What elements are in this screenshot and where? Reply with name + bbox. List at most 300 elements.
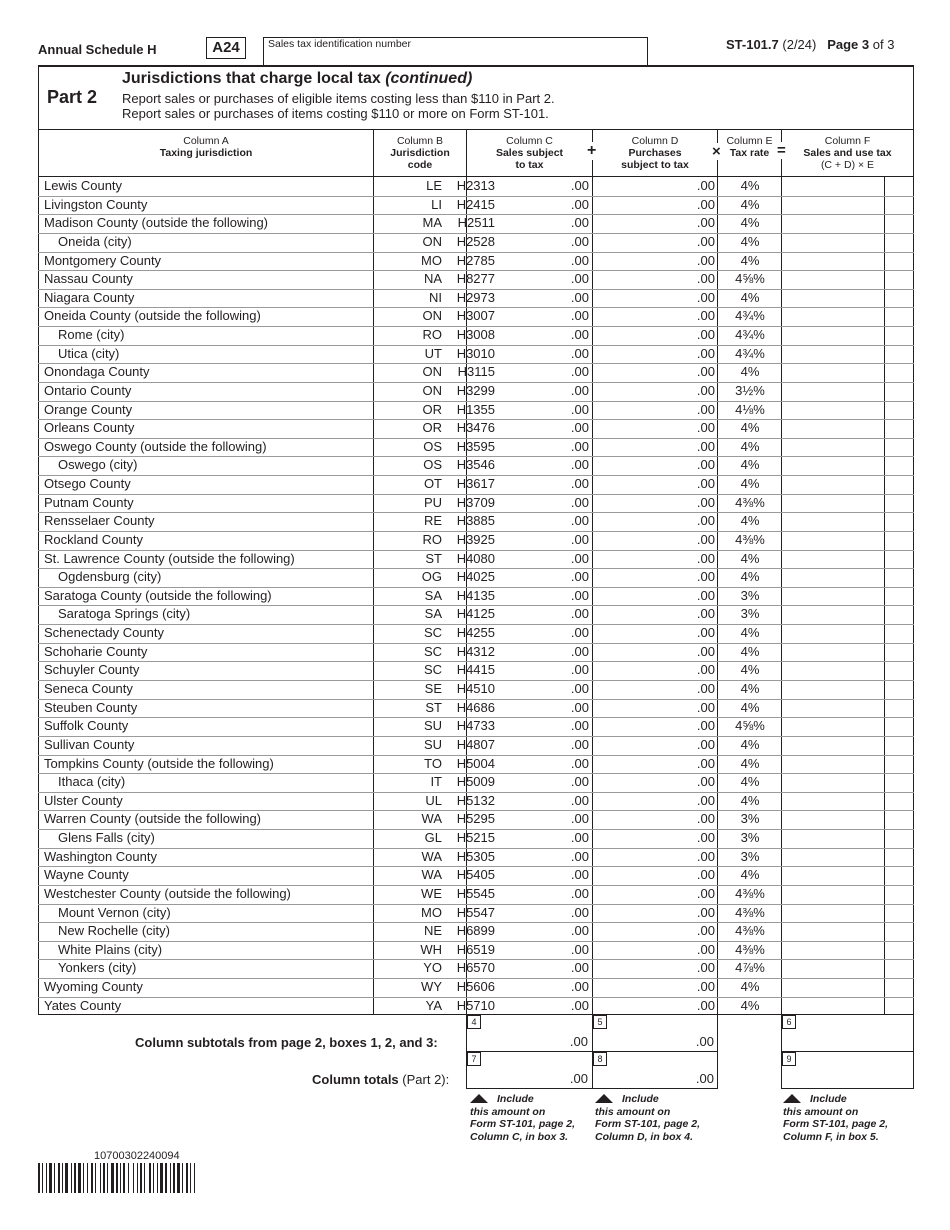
tax-rate: 4%	[740, 997, 760, 1013]
box-8-number: 8	[593, 1052, 607, 1066]
box-4-value[interactable]: .00	[569, 1034, 588, 1049]
table-row	[38, 885, 914, 904]
purchases-subject-input[interactable]: .00	[696, 476, 715, 492]
sales-subject-input[interactable]: .00	[570, 382, 589, 398]
plus-operator: +	[587, 142, 597, 159]
tax-rate: 4⅜%	[735, 923, 765, 939]
sales-subject-input[interactable]: .00	[570, 233, 589, 249]
jurisdiction-name: Ithaca (city)	[58, 774, 126, 790]
sales-subject-input[interactable]: .00	[570, 587, 589, 603]
tax-rate: 4%	[740, 513, 760, 529]
jurisdiction-abbr: TO	[424, 755, 442, 771]
jurisdiction-abbr: ST	[425, 699, 442, 715]
sales-subject-input[interactable]: .00	[570, 941, 589, 957]
purchases-subject-input[interactable]: .00	[696, 979, 715, 995]
box-9-value[interactable]	[782, 1052, 913, 1088]
jurisdiction-code: H3476	[456, 420, 495, 436]
purchases-subject-input[interactable]: .00	[696, 830, 715, 846]
equals-operator: =	[777, 142, 786, 159]
purchases-subject-input[interactable]: .00	[696, 569, 715, 585]
tax-rate: 4⅜%	[735, 494, 765, 510]
table-row	[38, 810, 914, 829]
box-8-value[interactable]: .00	[695, 1071, 714, 1086]
jurisdiction-name: Onondaga County	[44, 364, 150, 380]
jurisdiction-name: Putnam County	[44, 494, 134, 510]
col-b-label: Column B	[396, 135, 444, 147]
table-row	[38, 475, 914, 494]
tax-rate: 4⅜%	[735, 941, 765, 957]
sales-subject-input[interactable]: .00	[570, 606, 589, 622]
col-b-header	[374, 135, 466, 171]
table-row	[38, 736, 914, 755]
table-row	[38, 177, 914, 196]
jurisdiction-code: H5547	[456, 904, 495, 920]
sales-subject-input[interactable]: .00	[570, 997, 589, 1013]
tax-rate: 3%	[740, 811, 760, 827]
jurisdiction-name: Oneida (city)	[58, 233, 132, 249]
col-c-title-1: Sales subject	[495, 147, 564, 159]
purchases-subject-input[interactable]: .00	[696, 345, 715, 361]
jurisdiction-code: H5132	[456, 792, 495, 808]
jurisdiction-abbr: ST	[425, 550, 442, 566]
tax-rate: 4%	[740, 699, 760, 715]
table-row	[38, 848, 914, 867]
sales-subject-input[interactable]: .00	[570, 476, 589, 492]
jurisdiction-code: H6570	[456, 960, 495, 976]
purchases-subject-input[interactable]: .00	[696, 867, 715, 883]
tax-rate: 4%	[740, 233, 760, 249]
purchases-subject-input[interactable]: .00	[696, 215, 715, 231]
purchases-subject-input[interactable]: .00	[696, 718, 715, 734]
jurisdiction-abbr: YA	[425, 997, 442, 1013]
purchases-subject-input[interactable]: .00	[696, 606, 715, 622]
tax-rate: 4%	[740, 196, 760, 212]
table-row	[38, 978, 914, 997]
jurisdiction-abbr: WA	[421, 848, 442, 864]
table-row	[38, 531, 914, 550]
note-c-line-2: this amount on	[470, 1105, 546, 1118]
col-c-title-2: to tax	[515, 159, 544, 171]
col-c-header	[467, 135, 592, 171]
jurisdiction-code: H4080	[456, 550, 495, 566]
tax-rate: 4%	[740, 252, 760, 268]
purchases-subject-input[interactable]: .00	[696, 513, 715, 529]
tax-rate: 4%	[740, 178, 760, 193]
sales-subject-input[interactable]: .00	[570, 308, 589, 324]
jurisdiction-abbr: WY	[421, 979, 442, 995]
box-5-number: 5	[593, 1015, 607, 1029]
purchases-subject-input[interactable]: .00	[696, 457, 715, 473]
jurisdiction-code: H3709	[456, 494, 495, 510]
purchases-subject-input[interactable]: .00	[696, 662, 715, 678]
table-row	[38, 792, 914, 811]
purchases-subject-input[interactable]: .00	[696, 550, 715, 566]
jurisdiction-code: H3115	[457, 364, 495, 380]
jurisdiction-name: Orange County	[44, 401, 133, 417]
jurisdiction-abbr: OR	[422, 401, 442, 417]
box-7-value[interactable]: .00	[569, 1071, 588, 1086]
col-e-title: Tax rate	[729, 147, 770, 159]
page-of: of 3	[872, 37, 895, 52]
purchases-subject-input[interactable]: .00	[696, 736, 715, 752]
jurisdiction-name: Schoharie County	[44, 643, 148, 659]
purchases-subject-input[interactable]: .00	[696, 364, 715, 380]
jurisdiction-name: Tompkins County (outside the following)	[44, 755, 274, 771]
jurisdiction-code: H4025	[456, 569, 495, 585]
jurisdiction-name: Schenectady County	[44, 625, 164, 641]
sales-subject-input[interactable]: .00	[570, 643, 589, 659]
purchases-subject-input[interactable]: .00	[696, 941, 715, 957]
jurisdiction-name: Niagara County	[44, 289, 135, 305]
jurisdiction-name: Westchester County (outside the following)	[44, 885, 291, 901]
jurisdiction-code: H3008	[456, 327, 495, 343]
jurisdiction-abbr: GL	[424, 830, 442, 846]
purchases-subject-input[interactable]: .00	[696, 401, 715, 417]
table-row	[38, 866, 914, 885]
jurisdiction-abbr: RO	[422, 327, 442, 343]
table-row	[38, 699, 914, 718]
col-f-label: Column F	[824, 135, 871, 147]
sales-subject-input[interactable]: .00	[570, 904, 589, 920]
purchases-subject-input[interactable]: .00	[696, 494, 715, 510]
jurisdiction-name: Rockland County	[44, 531, 143, 547]
sales-subject-input[interactable]: .00	[570, 494, 589, 510]
tax-rate: 4%	[740, 438, 760, 454]
table-row	[38, 624, 914, 643]
jurisdiction-abbr: OR	[422, 420, 442, 436]
table-row	[38, 643, 914, 662]
sales-subject-input[interactable]: .00	[570, 830, 589, 846]
jurisdiction-abbr: YO	[423, 960, 442, 976]
jurisdiction-name: Wayne County	[44, 867, 129, 883]
sales-subject-input[interactable]: .00	[570, 699, 589, 715]
sales-subject-input[interactable]: .00	[570, 792, 589, 808]
col-d-label: Column D	[631, 135, 679, 147]
sales-subject-input[interactable]: .00	[570, 327, 589, 343]
tax-rate: 4%	[740, 215, 760, 231]
purchases-subject-input[interactable]: .00	[696, 885, 715, 901]
note-col-d	[595, 1093, 700, 1143]
col-d-header	[593, 135, 717, 171]
sales-subject-input[interactable]: .00	[570, 401, 589, 417]
table-row	[38, 456, 914, 475]
tax-rate: 4%	[740, 774, 760, 790]
col-c-label: Column C	[506, 135, 553, 147]
sales-subject-input[interactable]: .00	[570, 513, 589, 529]
jurisdiction-name: Rensselaer County	[44, 513, 155, 529]
jurisdiction-code: H2511	[457, 215, 495, 231]
jurisdiction-code: H2415	[456, 196, 495, 212]
sales-subject-input[interactable]: .00	[570, 438, 589, 454]
table-row	[38, 959, 914, 978]
header-divider	[38, 129, 914, 130]
jurisdiction-code: H3007	[456, 308, 495, 324]
jurisdiction-abbr: LI	[431, 196, 442, 212]
jurisdiction-name: Saratoga County (outside the following)	[44, 587, 272, 603]
jurisdiction-name: Nassau County	[44, 271, 133, 287]
col-e-label: Column E	[726, 135, 773, 147]
sales-subject-input[interactable]: .00	[570, 420, 589, 436]
jurisdiction-code: H3595	[456, 438, 495, 454]
tax-rate: 4%	[740, 569, 760, 585]
purchases-subject-input[interactable]: .00	[696, 289, 715, 305]
jurisdiction-abbr: SC	[423, 625, 442, 641]
purchases-subject-input[interactable]: .00	[696, 960, 715, 976]
sales-subject-input[interactable]: .00	[570, 550, 589, 566]
tax-rate: 3%	[740, 587, 760, 603]
tax-rate: 4%	[740, 364, 760, 380]
jurisdiction-abbr: OS	[423, 457, 442, 473]
jurisdiction-name: Glens Falls (city)	[58, 830, 155, 846]
sales-subject-input[interactable]: .00	[570, 979, 589, 995]
sales-subject-input[interactable]: .00	[570, 923, 589, 939]
table-row	[38, 568, 914, 587]
sales-subject-input[interactable]: .00	[570, 885, 589, 901]
part-label: Part 2	[47, 87, 98, 107]
box-4-number: 4	[467, 1015, 481, 1029]
table-row	[38, 289, 914, 308]
table-row	[38, 941, 914, 960]
table-row	[38, 270, 914, 289]
jurisdiction-abbr: MO	[421, 904, 442, 920]
jurisdiction-code: H2973	[456, 289, 495, 305]
purchases-subject-input[interactable]: .00	[696, 699, 715, 715]
jurisdiction-name: Ulster County	[44, 792, 123, 808]
sales-subject-input[interactable]: .00	[570, 960, 589, 976]
sales-subject-input[interactable]: .00	[570, 811, 589, 827]
sales-subject-input[interactable]: .00	[570, 755, 589, 771]
jurisdiction-abbr: UL	[425, 792, 442, 808]
jurisdiction-abbr: NA	[423, 271, 442, 287]
tax-rate: 4%	[740, 792, 760, 808]
purchases-subject-input[interactable]: .00	[696, 531, 715, 547]
col-b-title-2: code	[407, 159, 433, 171]
purchases-subject-input[interactable]: .00	[696, 643, 715, 659]
sales-subject-input[interactable]: .00	[570, 848, 589, 864]
sales-subject-input[interactable]: .00	[570, 271, 589, 287]
tax-rate: 4%	[740, 867, 760, 883]
table-row	[38, 829, 914, 848]
jurisdiction-code: H3617	[456, 476, 495, 492]
tax-rate: 4%	[740, 979, 760, 995]
purchases-subject-input[interactable]: .00	[696, 196, 715, 212]
box-5-value[interactable]: .00	[695, 1034, 714, 1049]
tax-rate: 3%	[740, 606, 760, 622]
jurisdiction-code: H4312	[456, 643, 495, 659]
jurisdiction-abbr: WE	[421, 885, 442, 901]
part-title	[122, 70, 472, 88]
purchases-subject-input[interactable]: .00	[696, 308, 715, 324]
jurisdiction-abbr: ON	[422, 382, 442, 398]
totals-de-div	[717, 1014, 718, 1089]
jurisdiction-name: Livingston County	[44, 196, 148, 212]
purchases-subject-input[interactable]: .00	[696, 252, 715, 268]
schedule-title: Annual Schedule H	[38, 42, 157, 57]
jurisdiction-name: Schuyler County	[44, 662, 140, 678]
note-f-line-4: Column F, in box 5.	[783, 1130, 879, 1143]
sales-subject-input[interactable]: .00	[570, 289, 589, 305]
jurisdiction-code: H4807	[456, 736, 495, 752]
sales-subject-input[interactable]: .00	[570, 196, 589, 212]
jurisdiction-code: H1355	[456, 401, 495, 417]
sales-subject-input[interactable]: .00	[570, 662, 589, 678]
col-f-title: Sales and use tax	[803, 147, 892, 159]
sales-subject-input[interactable]: .00	[570, 457, 589, 473]
tax-rate: 4%	[740, 289, 760, 305]
jurisdiction-name: Wyoming County	[44, 979, 143, 995]
jurisdiction-abbr: IT	[430, 774, 442, 790]
jurisdiction-name: Montgomery County	[44, 252, 162, 268]
jurisdiction-name: Oswego (city)	[58, 457, 138, 473]
jurisdiction-code: H5215	[456, 830, 495, 846]
col-a-header	[39, 135, 373, 159]
jurisdiction-abbr: LE	[426, 178, 442, 193]
jurisdiction-code: H5405	[456, 867, 495, 883]
sales-subject-input[interactable]: .00	[570, 736, 589, 752]
sales-subject-input[interactable]: .00	[570, 178, 589, 193]
note-f-line-2: this amount on	[783, 1105, 859, 1118]
purchases-subject-input[interactable]: .00	[696, 271, 715, 287]
purchases-subject-input[interactable]: .00	[696, 997, 715, 1013]
part-instruction-2: Report sales or purchases of items costing $110 or more on Form ST-101.	[122, 106, 549, 121]
jurisdiction-abbr: RE	[423, 513, 442, 529]
purchases-subject-input[interactable]: .00	[696, 755, 715, 771]
tax-rate: 4%	[740, 681, 760, 696]
form-number-code: ST-101.7	[726, 37, 779, 52]
purchases-subject-input[interactable]: .00	[696, 420, 715, 436]
tax-rate: 4¾%	[735, 345, 765, 361]
jurisdiction-name: White Plains (city)	[58, 941, 163, 957]
jurisdiction-code: H3010	[456, 345, 495, 361]
tax-rate: 4⅜%	[735, 885, 765, 901]
tax-rate: 4%	[740, 736, 760, 752]
sales-subject-input[interactable]: .00	[570, 345, 589, 361]
jurisdiction-abbr: WH	[420, 941, 442, 957]
table-row	[38, 252, 914, 271]
table-row	[38, 550, 914, 569]
jurisdiction-code: H5305	[456, 848, 495, 864]
totals-label-rest: (Part 2):	[402, 1072, 450, 1087]
purchases-subject-input[interactable]: .00	[696, 774, 715, 790]
jurisdiction-code: H3546	[456, 457, 495, 473]
jurisdiction-code: H4733	[456, 718, 495, 734]
purchases-subject-input[interactable]: .00	[696, 382, 715, 398]
tax-rate: 4%	[740, 643, 760, 659]
jurisdiction-code: H5606	[456, 979, 495, 995]
jurisdiction-code: H5545	[456, 885, 495, 901]
jurisdiction-abbr: SC	[423, 662, 442, 678]
barcode-number: 10700302240094	[94, 1150, 180, 1162]
top-rule	[38, 65, 914, 67]
purchases-subject-input[interactable]: .00	[696, 848, 715, 864]
purchases-subject-input[interactable]: .00	[696, 438, 715, 454]
sales-tax-id-label: Sales tax identification number	[268, 38, 411, 50]
purchases-subject-input[interactable]: .00	[696, 233, 715, 249]
sales-subject-input[interactable]: .00	[570, 531, 589, 547]
purchases-subject-input[interactable]: .00	[696, 792, 715, 808]
jurisdiction-code: H6899	[456, 923, 495, 939]
box-6-value[interactable]	[782, 1015, 913, 1051]
jurisdiction-abbr: RO	[422, 531, 442, 547]
form-code: A24	[212, 39, 240, 56]
table-row	[38, 755, 914, 774]
table-row	[38, 419, 914, 438]
table-row	[38, 401, 914, 420]
jurisdiction-code: H4686	[456, 699, 495, 715]
jurisdiction-abbr: ON	[422, 364, 442, 380]
sales-subject-input[interactable]: .00	[570, 569, 589, 585]
totals-label	[312, 1072, 449, 1087]
purchases-subject-input[interactable]: .00	[696, 327, 715, 343]
tax-rate: 4%	[740, 476, 760, 492]
page-number: Page 3	[827, 37, 870, 52]
sales-subject-input[interactable]: .00	[570, 718, 589, 734]
table-row	[38, 512, 914, 531]
table-row	[38, 717, 914, 736]
jurisdiction-abbr: ON	[422, 308, 442, 324]
jurisdiction-code: H5009	[456, 774, 495, 790]
purchases-subject-input[interactable]: .00	[696, 587, 715, 603]
purchases-subject-input[interactable]: .00	[696, 811, 715, 827]
purchases-subject-input[interactable]: .00	[696, 904, 715, 920]
note-d-line-1: Include	[622, 1093, 659, 1105]
totals-bottom-rule	[466, 1088, 718, 1089]
sales-subject-input[interactable]: .00	[570, 625, 589, 641]
note-d-line-3: Form ST-101, page 2,	[595, 1118, 701, 1130]
jurisdiction-name: Warren County (outside the following)	[44, 811, 262, 827]
times-operator: ×	[712, 143, 721, 160]
note-col-f	[783, 1093, 888, 1143]
sales-subject-input[interactable]: .00	[570, 681, 589, 696]
purchases-subject-input[interactable]: .00	[696, 681, 715, 696]
note-d-line-2: this amount on	[595, 1105, 671, 1118]
box-9-number: 9	[782, 1052, 796, 1066]
note-c-line-1: Include	[497, 1093, 534, 1105]
jurisdiction-code: H2785	[456, 252, 495, 268]
jurisdiction-name: Washington County	[44, 848, 157, 864]
jurisdiction-abbr: OT	[423, 476, 442, 492]
barcode-icon	[38, 1163, 250, 1193]
purchases-subject-input[interactable]: .00	[696, 923, 715, 939]
jurisdiction-abbr: WA	[421, 867, 442, 883]
table-row	[38, 997, 914, 1016]
table-row	[38, 922, 914, 941]
sales-subject-input[interactable]: .00	[570, 364, 589, 380]
jurisdiction-name: Utica (city)	[58, 345, 120, 361]
table-row	[38, 494, 914, 513]
purchases-subject-input[interactable]: .00	[696, 178, 715, 193]
tax-rate: 4%	[740, 662, 760, 678]
jurisdiction-name: Madison County (outside the following)	[44, 215, 269, 231]
purchases-subject-input[interactable]: .00	[696, 625, 715, 641]
table-row	[38, 382, 914, 401]
table-row	[38, 196, 914, 215]
jurisdiction-abbr: OG	[421, 569, 442, 585]
table-row	[38, 773, 914, 792]
sales-subject-input[interactable]: .00	[570, 215, 589, 231]
part-title-suffix: (continued)	[385, 70, 473, 87]
tax-rate: 4%	[740, 457, 760, 473]
sales-subject-input[interactable]: .00	[570, 867, 589, 883]
jurisdiction-code: H3925	[456, 531, 495, 547]
jurisdiction-name: Oswego County (outside the following)	[44, 438, 267, 454]
jurisdiction-abbr: SU	[423, 718, 442, 734]
tax-rate: 4¾%	[735, 308, 765, 324]
jurisdiction-name: Yates County	[44, 997, 122, 1013]
col-d-title-1: Purchases	[628, 147, 682, 159]
sales-subject-input[interactable]: .00	[570, 774, 589, 790]
sales-subject-input[interactable]: .00	[570, 252, 589, 268]
